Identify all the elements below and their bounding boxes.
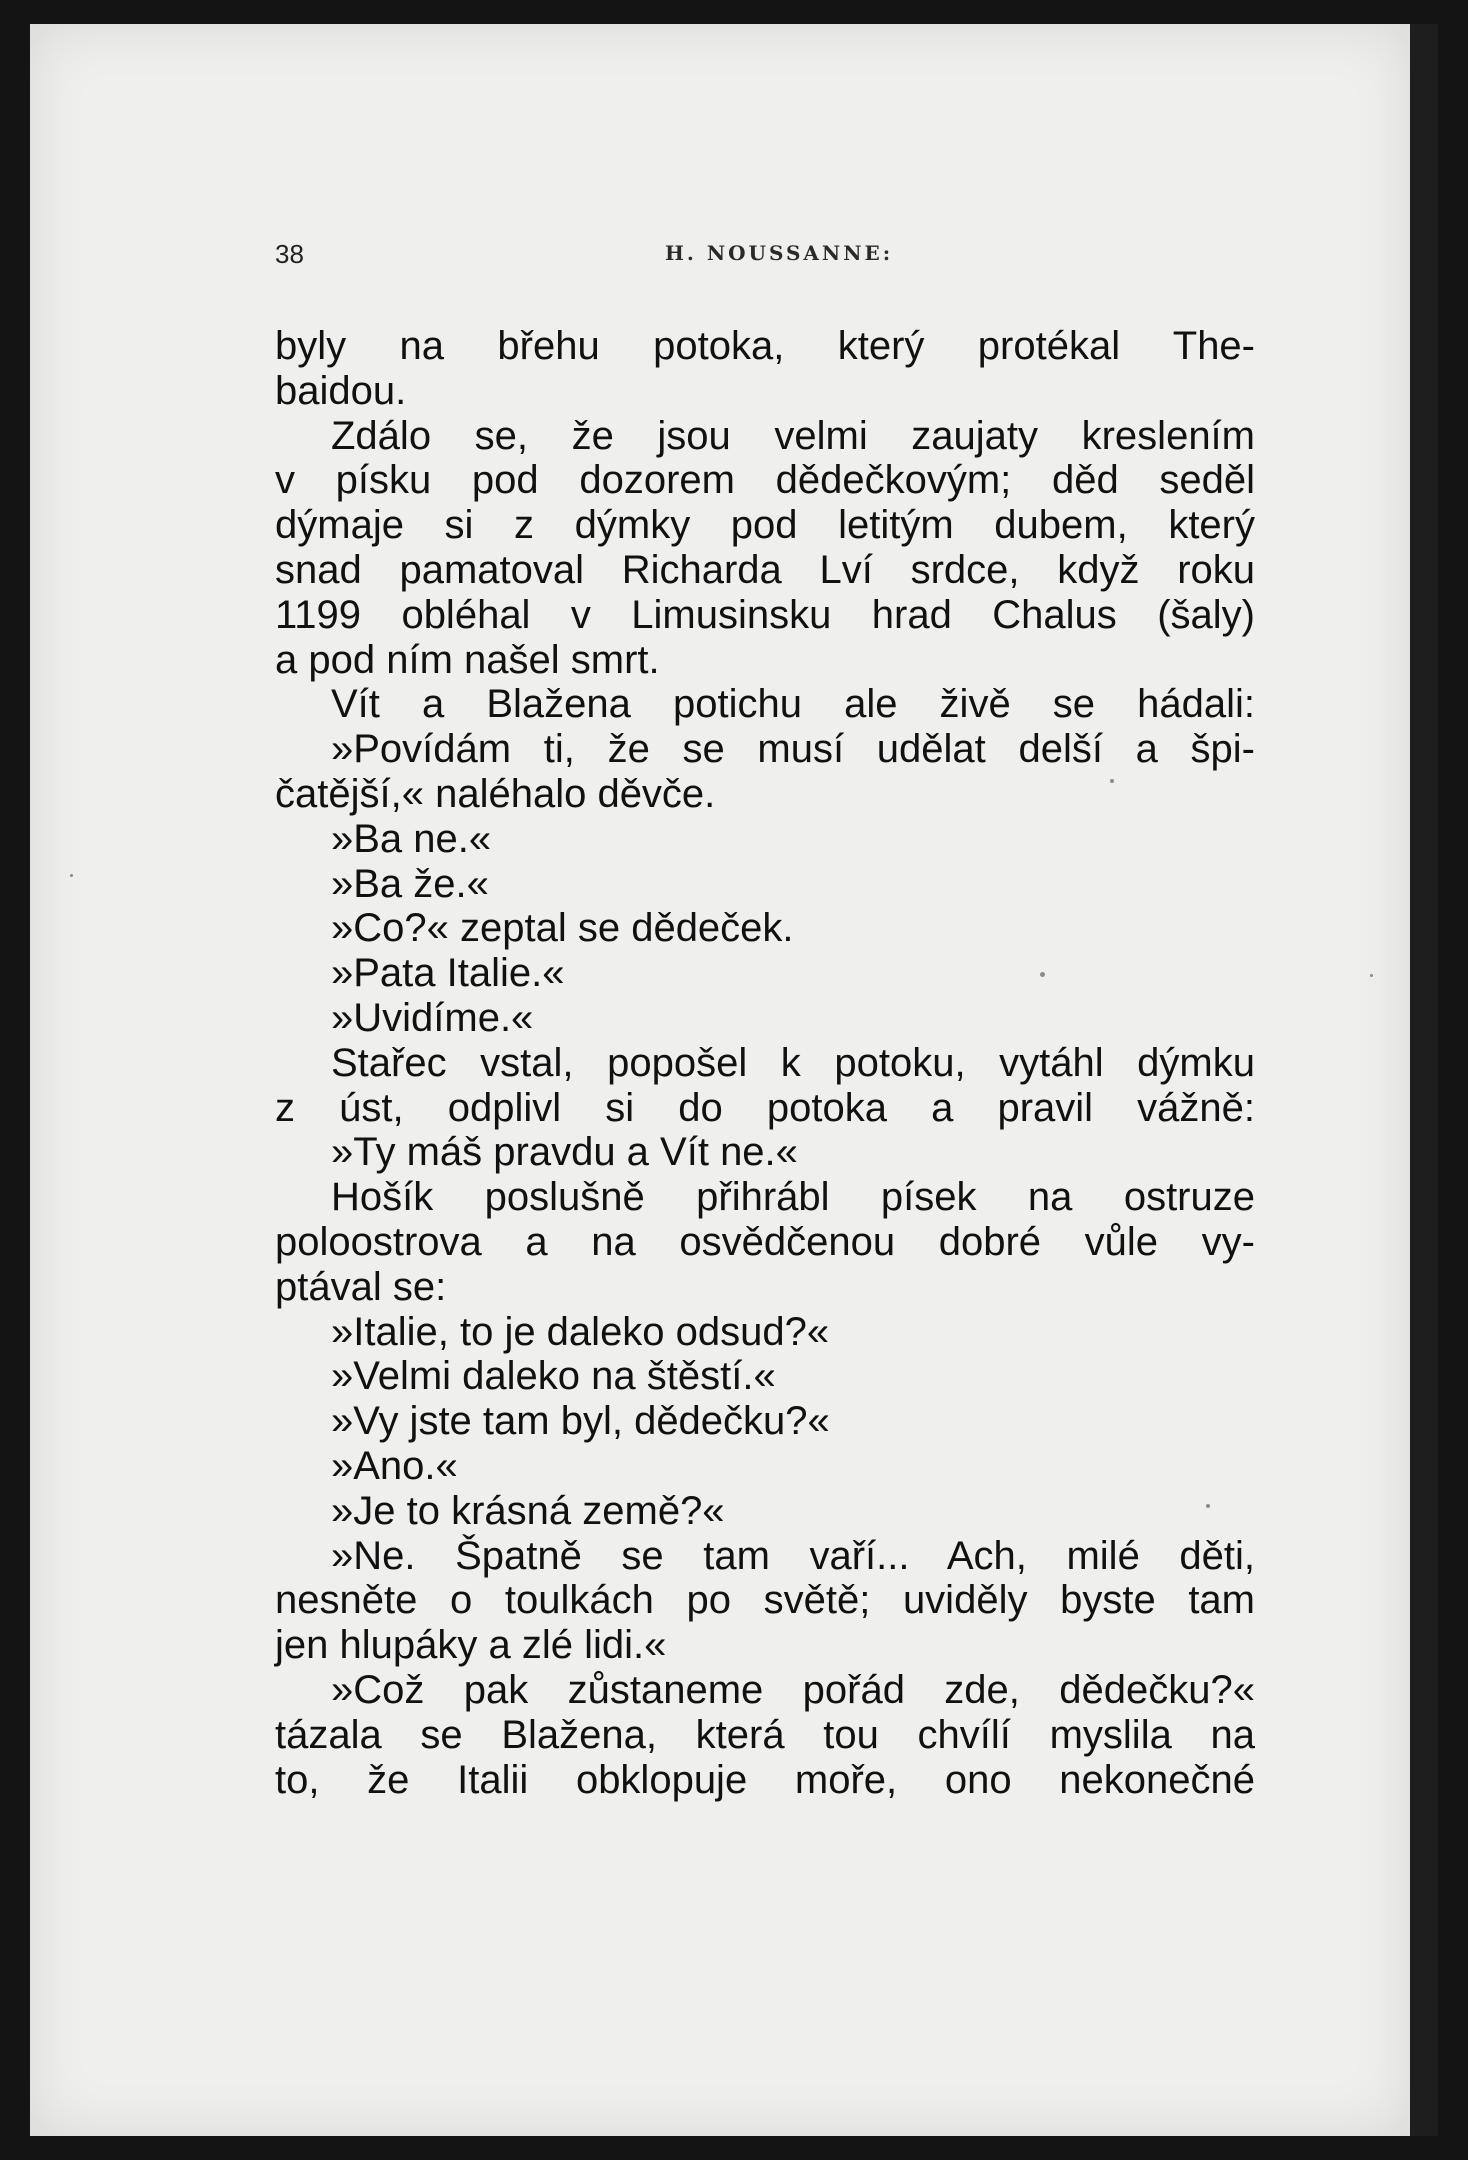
text-line: »Je to krásná země?«: [331, 1488, 725, 1533]
text-line: Vít a Blažena potichu ale živě se hádali:: [331, 682, 1255, 727]
text-line: »Ba že.«: [331, 861, 489, 906]
text-line: Stařec vstal, popošel k potoku, vytáhl dýmku: [331, 1040, 1255, 1085]
running-head: H. NOUSSANNE:: [665, 241, 894, 265]
paper-speck: [1206, 1504, 1210, 1508]
text-line: »Povídám ti, že se musí udělat delší a špi-: [331, 727, 1255, 772]
text-line: byly na břehu potoka, který protékal The-: [275, 324, 1255, 368]
text-line: v písku pod dozorem dědečkovým; děd seděl: [275, 458, 1255, 503]
text-line: »Ty máš pravdu a Vít ne.«: [331, 1130, 798, 1175]
text-line: a pod ním našel smrt.: [275, 637, 660, 682]
text-line: poloostrova a na osvědčenou dobré vůle vy-: [275, 1219, 1255, 1264]
text-line: »Uvidíme.«: [331, 995, 534, 1040]
paper-speck: [1040, 972, 1045, 977]
text-line: »Což pak zůstaneme pořád zde, dědečku?«: [331, 1667, 1255, 1712]
text-line: jen hlupáky a zlé lidi.«: [275, 1623, 667, 1668]
text-line: »Co?« zeptal se dědeček.: [331, 906, 794, 951]
text-line: »Italie, to je daleko odsud?«: [331, 1309, 830, 1354]
paper-speck: [70, 874, 73, 877]
text-line: čatější,« naléhalo děvče.: [275, 771, 716, 816]
text-line: nesněte o toulkách po světě; uviděly byste tam: [275, 1578, 1255, 1623]
text-line: »Pata Italie.«: [331, 951, 565, 996]
text-line: 1199 obléhal v Limusinsku hrad Chalus (šaly): [275, 592, 1255, 637]
text-line: tázala se Blažena, která tou chvílí myslila na: [275, 1712, 1255, 1757]
text-line: »Ano.«: [331, 1443, 458, 1488]
text-line: dýmaje si z dýmky pod letitým dubem, který: [275, 503, 1255, 548]
text-line: Zdálo se, že jsou velmi zaujaty kreslením: [331, 413, 1255, 458]
text-line: »Ne. Špatně se tam vaří... Ach, milé děti,: [331, 1533, 1255, 1578]
page-number: 38: [275, 239, 304, 269]
text-line: »Vy jste tam byl, dědečku?«: [331, 1399, 830, 1444]
text-line: baidou.: [275, 368, 407, 413]
paper-speck: [1370, 974, 1373, 977]
paper-speck: [1110, 779, 1114, 783]
page-header: [275, 239, 1275, 279]
text-line: snad pamatoval Richarda Lví srdce, když roku: [275, 547, 1255, 592]
text-line: ptával se:: [275, 1264, 447, 1309]
text-line: Hošík poslušně přihrábl písek na ostruze: [331, 1175, 1255, 1220]
text-line: to, že Italii obklopuje moře, ono nekonečné: [275, 1757, 1255, 1802]
book-page: [30, 24, 1438, 2136]
text-line: »Velmi daleko na štěstí.«: [331, 1354, 776, 1399]
text-line: z úst, odplivl si do potoka a pravil vážně:: [275, 1085, 1255, 1130]
body-text: [275, 324, 1255, 1802]
text-line: »Ba ne.«: [331, 816, 492, 861]
